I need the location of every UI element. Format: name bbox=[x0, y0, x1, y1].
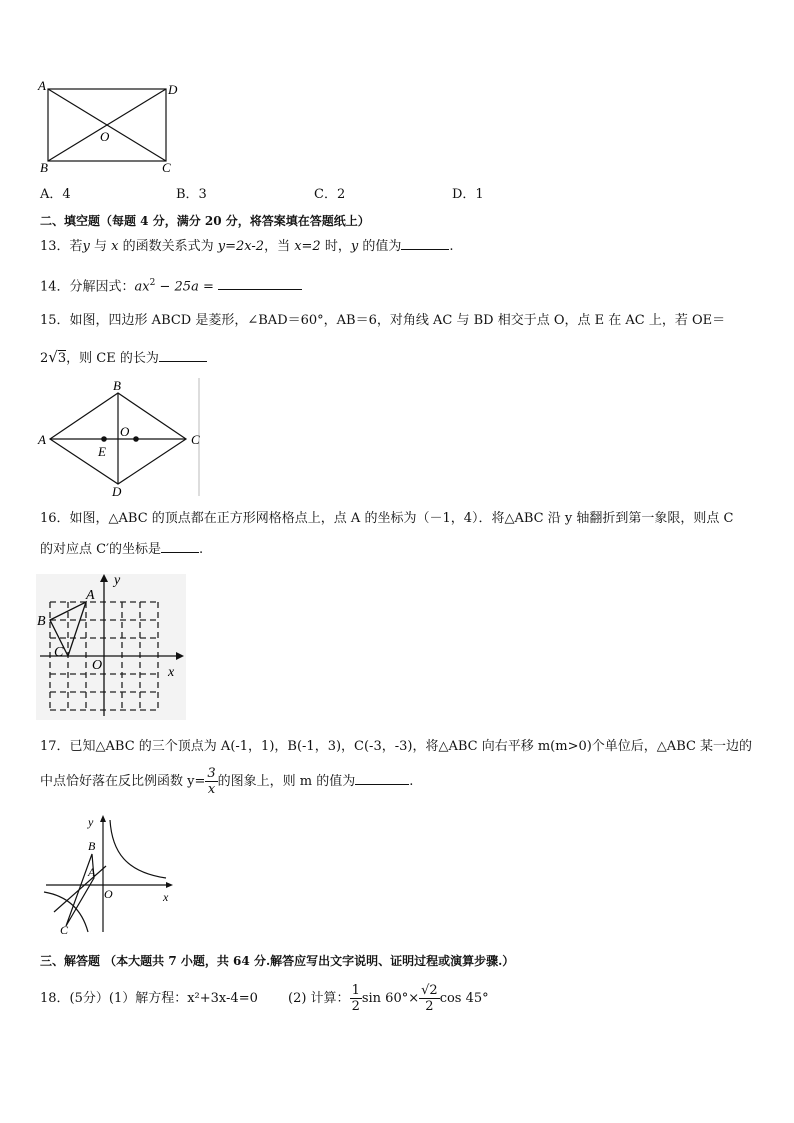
q18-frac-num: √2 bbox=[421, 983, 438, 998]
q18-frac-den: 2 bbox=[425, 999, 434, 1014]
question-18-part1: 18．(5分）(1）解方程：x²+3x-4=0 bbox=[40, 991, 258, 1006]
rhombus-label-e: E bbox=[98, 444, 106, 459]
rect-label-c: C bbox=[162, 160, 171, 175]
q13-text: 13．若 bbox=[40, 239, 83, 254]
q18-frac-den: 2 bbox=[351, 999, 360, 1014]
q18-text: (2) 计算： bbox=[288, 991, 350, 1006]
rectangle-figure bbox=[34, 78, 184, 178]
grid-label-y: y bbox=[114, 573, 121, 588]
question-14 bbox=[40, 274, 302, 296]
q15-coef: 2 bbox=[40, 351, 49, 366]
section3-heading: 三、解答题 （本大题共 7 小题，共 64 分.解答应写出文字说明、证明过程或演算步骤.） bbox=[40, 954, 515, 968]
q17-text: 中点恰好落在反比例函数 y= bbox=[40, 774, 206, 789]
answer-blank[interactable] bbox=[161, 540, 199, 553]
q13-text: 时， bbox=[320, 239, 351, 254]
question-16-line2 bbox=[40, 540, 203, 559]
q18-frac-num: 1 bbox=[351, 983, 360, 998]
q13-condition: x=2 bbox=[294, 239, 321, 254]
q14-text: 14．分解因式： bbox=[40, 279, 135, 295]
hyper-label-y: y bbox=[88, 815, 94, 829]
grid-label-b: B bbox=[37, 614, 46, 629]
hyperbola-figure bbox=[40, 812, 180, 937]
q13-formula: y=2x-2 bbox=[217, 239, 265, 254]
rect-label-a: A bbox=[38, 78, 46, 93]
q14-exponent: 2 bbox=[149, 278, 156, 288]
point-on-ac bbox=[133, 436, 139, 442]
question-16-line1: 16．如图，△ABC 的顶点都在正方形网格格点上，点 A 的坐标为（－1，4）．将△ABC 沿 y 轴翻折到第一象限，则点 C bbox=[40, 511, 734, 526]
grid-label-x: x bbox=[168, 665, 175, 680]
rhombus-label-b: B bbox=[113, 378, 121, 393]
rect-label-d: D bbox=[168, 82, 178, 97]
answer-blank[interactable] bbox=[355, 772, 409, 785]
question-18-part2 bbox=[288, 980, 489, 1020]
question-17-line1: 17．已知△ABC 的三个顶点为 A(-1，1)，B(-1，3)，C(-3，-3)，将△ABC 向右平移 m(m>0)个单位后，△ABC 某一边的 bbox=[40, 739, 753, 754]
q17-frac-den: x bbox=[207, 782, 216, 797]
q16-text: 的对应点 C′的坐标是 bbox=[40, 542, 162, 557]
rect-label-b: B bbox=[40, 160, 48, 175]
q13-text: 的函数关系式为 bbox=[118, 239, 218, 254]
y-axis-arrow-icon bbox=[100, 815, 106, 822]
question-17-line2 bbox=[40, 766, 413, 802]
rhombus-label-a: A bbox=[38, 432, 46, 447]
q12-option-d: D．1 bbox=[452, 187, 484, 202]
grid-label-o: O bbox=[92, 658, 103, 673]
q13-text: ，当 bbox=[264, 239, 295, 254]
point-e bbox=[101, 436, 107, 442]
q17-fraction bbox=[205, 766, 217, 797]
question-15-line1: 15．如图，四边形 ABCD 是菱形，∠BAD＝60°，AB＝6，对角线 AC 与 BD 相交于点 O，点 E 在 AC 上，若 OE＝ bbox=[40, 313, 726, 328]
rhombus-label-c: C bbox=[191, 432, 200, 447]
hyper-label-o: O bbox=[104, 887, 113, 901]
q16-period: . bbox=[199, 542, 204, 557]
answer-blank[interactable] bbox=[159, 349, 207, 362]
q13-period: . bbox=[449, 239, 454, 254]
q18-sin: sin 60°× bbox=[361, 991, 420, 1006]
answer-blank[interactable] bbox=[218, 277, 302, 290]
section2-heading: 二、填空题（每题 4 分，满分 20 分，将答案填在答题纸上） bbox=[40, 214, 370, 228]
q13-var: y bbox=[350, 239, 359, 254]
q12-option-b: B．3 bbox=[176, 187, 207, 202]
answer-blank[interactable] bbox=[401, 237, 449, 250]
q17-text: 的图象上，则 m 的值为 bbox=[217, 774, 356, 789]
grid-label-a: A bbox=[86, 588, 95, 603]
q18-fraction-1 bbox=[350, 983, 362, 1014]
question-15-line2 bbox=[40, 348, 207, 368]
q12-option-a: A．4 bbox=[40, 187, 71, 202]
q17-period: . bbox=[409, 774, 414, 789]
q14-expr: ax bbox=[134, 279, 150, 295]
rect-label-o: O bbox=[100, 129, 110, 144]
rhombus-label-d: D bbox=[112, 484, 122, 498]
rhombus-figure bbox=[34, 378, 214, 498]
sqrt-icon: √ bbox=[48, 348, 58, 366]
rhombus-label-o: O bbox=[120, 424, 130, 439]
q13-text: 的值为 bbox=[358, 239, 402, 254]
q13-var: y bbox=[82, 239, 90, 254]
q15-radicand: 3 bbox=[57, 351, 67, 366]
q12-option-c: C．2 bbox=[314, 187, 346, 202]
q17-frac-num: 3 bbox=[207, 766, 216, 781]
q18-cos: cos 45° bbox=[439, 991, 489, 1006]
hyper-label-c: C bbox=[60, 923, 69, 937]
q18-fraction-2 bbox=[419, 983, 440, 1014]
hyper-label-a: A bbox=[88, 865, 96, 879]
q14-expr: − 25a = bbox=[155, 279, 214, 295]
hyper-label-x: x bbox=[163, 890, 169, 904]
question-13 bbox=[40, 237, 453, 256]
q13-text: 与 bbox=[89, 239, 112, 254]
q15-text: ，则 CE 的长为 bbox=[66, 351, 159, 366]
q13-var: x bbox=[111, 239, 119, 254]
x-axis-arrow-icon bbox=[166, 882, 173, 888]
grid-figure bbox=[34, 572, 194, 722]
grid-label-c: C bbox=[54, 645, 64, 660]
hyper-label-b: B bbox=[88, 839, 96, 853]
